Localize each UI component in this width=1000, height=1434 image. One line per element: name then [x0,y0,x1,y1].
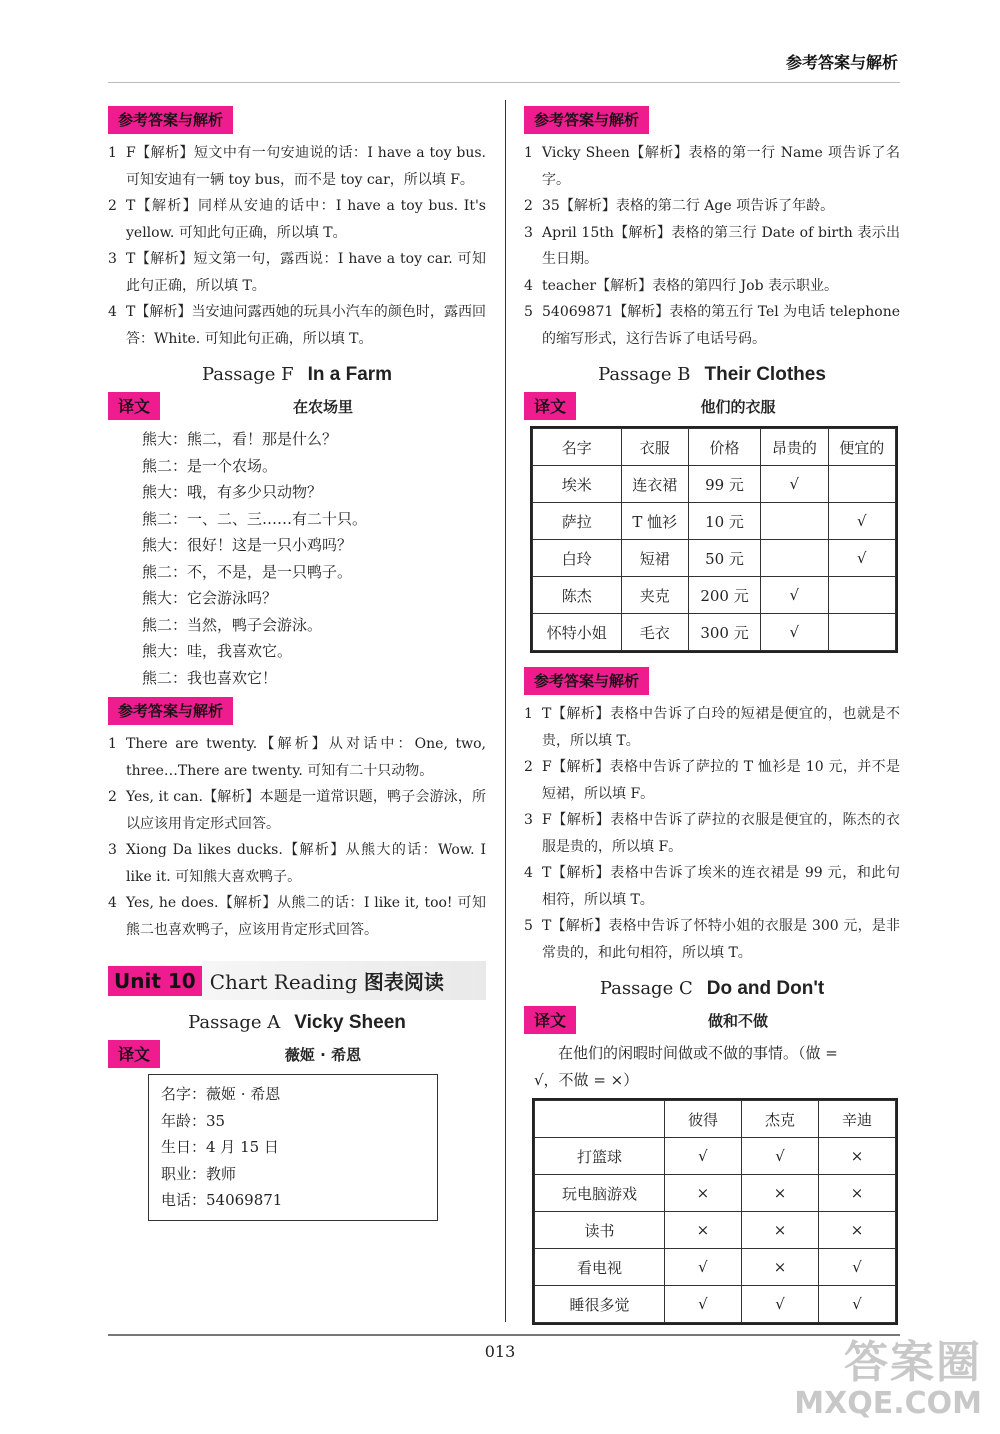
answer-item [524,140,900,193]
table-cell: 看电视 [535,1249,665,1286]
unit-title [202,961,486,1000]
table-row [535,1138,896,1175]
page-header-title: 参考答案与解析 [785,53,898,72]
translation-tag: 译文 [524,392,576,420]
answer-list [108,140,486,352]
answer-text: F【解析】表格中告诉了萨拉的 T 恤衫是 10 元，并不是短裙，所以填 F。 [542,759,900,802]
answer-text: T【解析】表格中告诉了埃米的连衣裙是 99 元，和此句相符，所以填 T。 [542,865,900,908]
answer-item [524,860,900,913]
translation-title: 薇姬 · 希恩 [284,1045,362,1064]
answer-item [524,299,900,352]
table-cell: √ [761,577,828,614]
answer-text: T【解析】当安迪问露西她的玩具小汽车的颜色时，露西回答：White. 可知此句正确，所以填 T。 [126,304,486,347]
table-cell: × [664,1212,741,1249]
translation-tag: 译文 [108,392,160,420]
dialog-line: 熊二：我也喜欢它！ [142,668,278,687]
translation-title: 他们的衣服 [700,397,776,416]
table-row [533,466,896,503]
table-cell: × [664,1175,741,1212]
answer-text: 54069871【解析】表格的第五行 Tel 为电话 telephone 的缩写形式，这行告诉了电话号码。 [542,304,901,347]
table-cell: 200 元 [688,577,760,614]
answer-number: 3 [524,812,533,828]
passage-name: Passage F [201,364,294,385]
translation-header [524,392,900,420]
dialog-line: 熊二：当然，鸭子会游泳。 [142,615,323,634]
answer-text: Vicky Sheen【解析】表格的第一行 Name 项告诉了名字。 [542,145,900,188]
table-cell: 毛衣 [621,614,688,651]
table-cell [828,614,895,651]
footer-rule [108,1334,900,1336]
answer-number: 4 [524,865,533,881]
table-header-cell: 便宜的 [828,429,895,466]
answer-item [524,913,900,966]
answer-number: 2 [524,198,533,214]
table-header-cell: 名字 [533,429,622,466]
table-row [535,1286,896,1323]
answer-text: T【解析】同样从安迪的话中：I have a toy bus. It's yellow. 可知此句正确，所以填 T。 [126,198,486,241]
table-cell: × [818,1138,895,1175]
table-cell: 怀特小姐 [533,614,622,651]
answer-section-tag: 参考答案与解析 [108,106,233,134]
answer-text: Yes, he does.【解析】从熊二的话：I like it, too! 可知熊二也喜欢鸭子，应该用肯定形式回答。 [126,895,486,938]
intro-line: √，不做 = ×） [534,1071,639,1089]
answer-number: 2 [108,789,117,805]
passage-heading [108,1012,486,1034]
table-cell: √ [664,1249,741,1286]
dialog-line: 熊大：它会游泳吗？ [142,589,278,607]
info-line: 名字：薇姬 · 希恩 [161,1085,281,1103]
answer-item [108,731,486,784]
answer-section-tag: 参考答案与解析 [524,106,649,134]
answer-item [108,246,486,299]
table-header-cell: 辛迪 [818,1101,895,1138]
table-cell: × [818,1212,895,1249]
answer-item [524,701,900,754]
header-rule [108,82,900,83]
table-header-cell: 彼得 [664,1101,741,1138]
table-cell: 萨拉 [533,503,622,540]
table-cell [828,466,895,503]
table-header-cell: 衣服 [621,429,688,466]
translation-header [524,1006,900,1034]
clothes-table [530,426,898,653]
table-header-row [533,429,896,466]
unit-title-cn: 图表阅读 [363,970,444,994]
answer-item [524,754,900,807]
table-row [533,503,896,540]
table-cell [761,540,828,577]
table-cell: √ [664,1286,741,1323]
answer-item [524,193,900,220]
passage-name: Passage A [188,1012,281,1033]
table-cell: √ [761,614,828,651]
passage-title: Do and Don't [706,978,825,999]
unit-title-en: Chart Reading [209,970,358,994]
table-cell: √ [761,466,828,503]
table-row [533,540,896,577]
table-header-cell [535,1101,665,1138]
passage-name: Passage B [598,364,691,385]
table-cell: √ [818,1286,895,1323]
activity-table [532,1098,898,1325]
answer-item [524,273,900,300]
table-cell: √ [664,1138,741,1175]
table-row [535,1212,896,1249]
dialog-line: 熊二：一、二、三……有二十只。 [142,509,368,528]
answer-item [108,837,486,890]
answer-section-tag: 参考答案与解析 [524,667,649,695]
info-line: 生日：4 月 15 日 [161,1138,279,1156]
translation-title: 做和不做 [708,1011,769,1030]
dialog-line: 熊大：哇，我喜欢它。 [142,642,293,660]
answer-number: 1 [108,736,117,752]
answer-number: 4 [108,895,117,911]
right-column [524,100,900,1325]
translation-tag: 译文 [108,1040,160,1068]
answer-section-tag: 参考答案与解析 [108,697,233,725]
dialog-line: 熊二：是一个农场。 [142,456,278,475]
answer-number: 3 [524,224,533,241]
info-line: 职业：教师 [161,1164,237,1183]
watermark-logo [794,1336,982,1421]
passage-heading [524,978,900,1000]
answer-text: F【解析】表格中告诉了萨拉的衣服是便宜的，陈杰的衣服是贵的，所以填 F。 [542,812,900,855]
answer-number: 5 [524,304,533,320]
table-cell: √ [828,503,895,540]
answer-number: 3 [108,251,117,267]
answer-list [524,701,900,966]
answer-item [108,193,486,246]
dialog-line: 熊大：熊二，看！那是什么？ [142,430,338,448]
page-number: 013 [484,1342,516,1361]
table-cell: √ [741,1138,818,1175]
answer-item [108,784,486,837]
table-cell: 300 元 [688,614,760,651]
answer-number: 1 [524,145,533,161]
watermark-text: 答案圈 [844,1336,982,1388]
answer-number: 2 [524,759,533,775]
answer-text: Xiong Da likes ducks.【解析】从熊大的话：Wow. I like it. 可知熊大喜欢鸭子。 [126,842,486,885]
table-cell [828,577,895,614]
unit-banner [108,961,486,1000]
table-cell: 玩电脑游戏 [535,1175,665,1212]
answer-text: 35【解析】表格的第二行 Age 项告诉了年龄。 [542,198,835,214]
answer-item [524,220,900,273]
table-cell: 短裙 [621,540,688,577]
answer-item [108,299,486,352]
table-cell: × [741,1212,818,1249]
watermark-url: MXQE.COM [794,1386,982,1421]
answer-item [108,890,486,943]
info-line: 电话：54069871 [161,1191,283,1209]
table-header-cell: 价格 [688,429,760,466]
dialog-block [108,426,486,691]
table-cell: 50 元 [688,540,760,577]
answer-item [108,140,486,193]
passage-title: Vicky Sheen [294,1012,406,1033]
answer-number: 4 [108,304,117,320]
answer-number: 3 [108,842,117,858]
table-cell [761,503,828,540]
answer-text: T【解析】表格中告诉了怀特小姐的衣服是 300 元，是非常贵的，和此句相符，所以填 T。 [542,918,900,961]
table-cell: 夹克 [621,577,688,614]
table-cell: 99 元 [688,466,760,503]
answer-list [524,140,900,352]
dialog-line: 熊二：不，不是，是一只鸭子。 [142,562,353,581]
answer-text: T【解析】表格中告诉了白玲的短裙是便宜的，也就是不贵，所以填 T。 [542,706,900,749]
table-cell: 连衣裙 [621,466,688,503]
table-cell: T 恤衫 [621,503,688,540]
table-header-row [535,1101,896,1138]
table-cell: × [818,1175,895,1212]
table-row [533,614,896,651]
translation-header [108,1040,486,1068]
translation-title: 在农场里 [293,397,354,416]
answer-text: There are twenty.【解析】从对话中：One, two, three…There are twenty. 可知有二十只动物。 [126,736,486,779]
answer-list [108,731,486,943]
passage-heading [108,364,486,386]
answer-text: F【解析】短文中有一句安迪说的话：I have a toy bus. 可知安迪有一辆 toy bus，而不是 toy car，所以填 F。 [126,145,486,188]
info-line: 年龄：35 [161,1111,226,1130]
table-cell: × [741,1249,818,1286]
column-divider [505,100,506,1322]
table-header-cell: 昂贵的 [761,429,828,466]
answer-item [524,807,900,860]
intro-line: 在他们的闲暇时间做或不做的事情。（做 = [558,1044,838,1062]
table-cell: × [741,1175,818,1212]
answer-number: 1 [524,706,533,722]
table-cell: 陈杰 [533,577,622,614]
answer-number: 4 [524,277,533,294]
table-cell: √ [818,1249,895,1286]
table-cell: √ [828,540,895,577]
passage-title: In a Farm [307,364,393,385]
answer-text: teacher【解析】表格的第四行 Job 表示职业。 [542,277,838,294]
table-cell: √ [741,1286,818,1323]
dialog-line: 熊大：哦，有多少只动物？ [142,483,323,501]
dialog-line: 熊大：很好！这是一只小鸡吗？ [142,536,353,554]
table-header-cell: 杰克 [741,1101,818,1138]
passage-heading [524,364,900,386]
answer-text: April 15th【解析】表格的第三行 Date of birth 表示出生日期。 [542,224,900,267]
translation-header [108,392,486,420]
answer-text: T【解析】短文第一句，露西说：I have a toy car. 可知此句正确，所以填 T。 [126,251,486,294]
table-cell: 埃米 [533,466,622,503]
passage-title: Their Clothes [704,364,826,385]
table-cell: 读书 [535,1212,665,1249]
table-cell: 睡很多觉 [535,1286,665,1323]
table-cell: 10 元 [688,503,760,540]
table-row [535,1175,896,1212]
unit-label: Unit 10 [108,966,202,996]
table-row [535,1249,896,1286]
answer-text: Yes, it can.【解析】本题是一道常识题，鸭子会游泳，所以应该用肯定形式回答。 [126,789,486,832]
table-cell: 白玲 [533,540,622,577]
answer-number: 2 [108,198,117,214]
answer-number: 1 [108,145,117,161]
answer-number: 5 [524,918,533,934]
translation-tag: 译文 [524,1006,576,1034]
info-card [148,1074,438,1221]
table-row [533,577,896,614]
left-column [108,100,486,1221]
table-cell: 打篮球 [535,1138,665,1175]
passage-name: Passage C [599,978,693,999]
